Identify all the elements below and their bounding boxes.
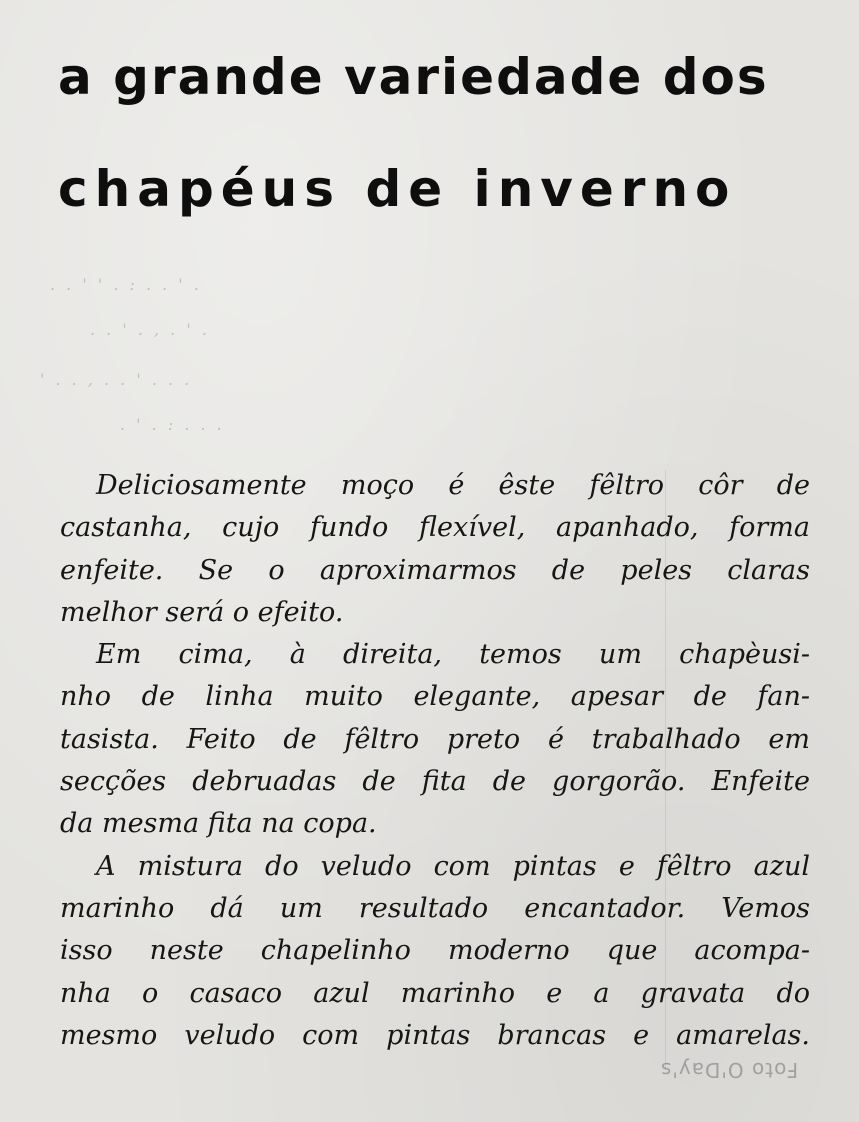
body-line: A mistura do veludo com pintas e fêltro azul — [96, 850, 810, 882]
body-line: tasista. Feito de fêltro preto é trabalhado em — [60, 723, 810, 755]
article-title-line-2: chapéus de inverno — [58, 160, 737, 218]
body-line: nha o casaco azul marinho e a gravata do — [60, 977, 810, 1009]
body-line: mesmo veludo com pintas brancas e amarelas. — [60, 1019, 810, 1051]
body-line: isso neste chapelinho moderno que acompa- — [60, 935, 810, 967]
body-line: enfeite. Se o aproximarmos de peles claras — [60, 554, 810, 586]
body-line: Em cima, à direita, temos um chapèusi- — [96, 639, 810, 671]
body-line: Deliciosamente moço é êste fêltro côr de — [96, 470, 810, 501]
body-line: nho de linha muito elegante, apesar de fan- — [60, 681, 810, 713]
body-line: marinho dá um resultado encantador. Vemos — [60, 892, 810, 924]
show-through-ink: . . ' ' . : . . ' . . . ' . , . ' . ' . . , . . ' . . . . ' . : . . . — [40, 275, 225, 434]
body-line: secções debruadas de fita de gorgorão. Enfeite — [60, 766, 810, 798]
body-line: melhor será o efeito. — [60, 596, 344, 628]
article-title-line-1: a grande variedade dos — [58, 48, 769, 106]
photo-credit: Foto O'Day's — [660, 1058, 799, 1082]
body-line: castanha, cujo fundo flexível, apanhado, forma — [60, 512, 810, 544]
body-line: da mesma fita na copa. — [60, 808, 377, 840]
article-body — [60, 465, 810, 1057]
